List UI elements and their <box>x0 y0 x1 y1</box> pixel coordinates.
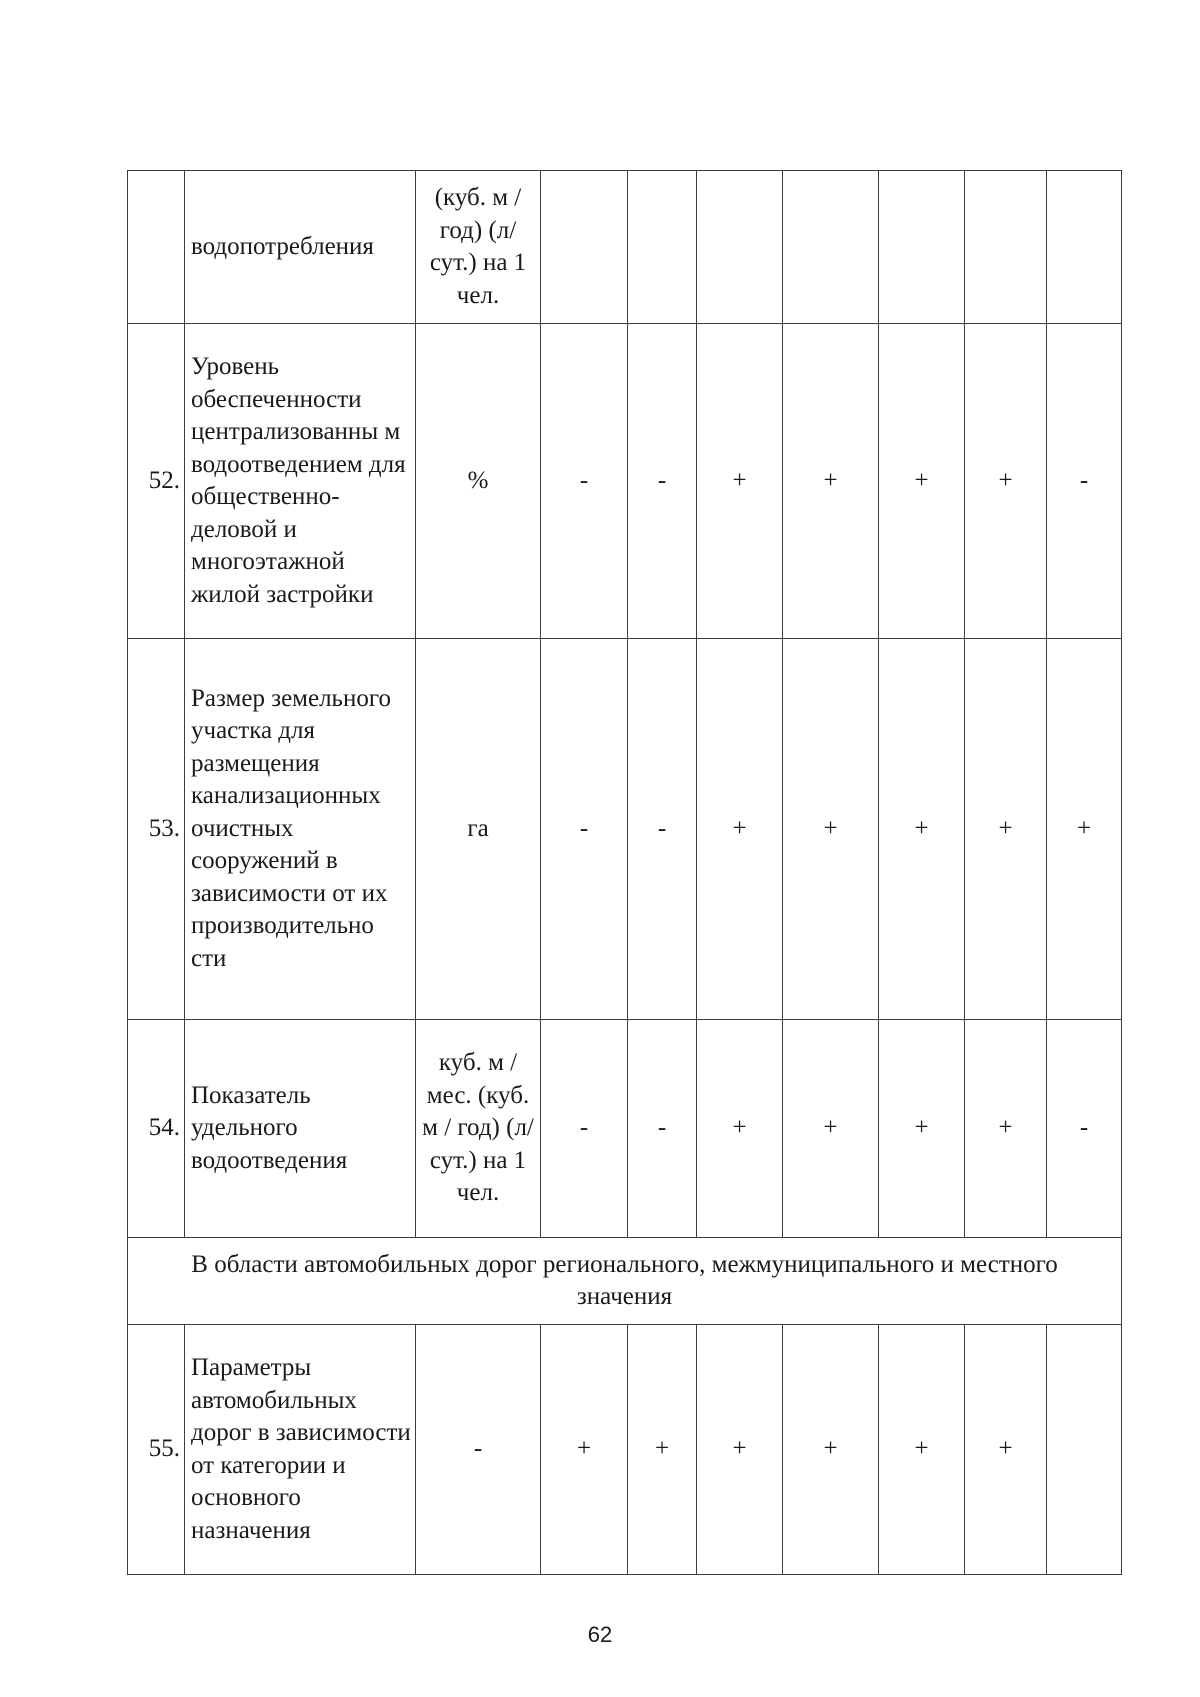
table-row <box>128 324 1122 639</box>
mark-cell <box>1047 1325 1122 1575</box>
mark-cell: + <box>783 1325 879 1575</box>
mark-cell <box>1047 171 1122 324</box>
page-number: 62 <box>587 1622 613 1647</box>
row-number: 54. <box>128 1020 185 1238</box>
table-row <box>128 1020 1122 1238</box>
mark-cell: + <box>783 1020 879 1238</box>
mark-cell: - <box>541 1020 628 1238</box>
mark-cell: + <box>965 639 1047 1020</box>
section-heading-row <box>128 1238 1122 1325</box>
mark-cell: + <box>783 639 879 1020</box>
mark-cell: + <box>541 1325 628 1575</box>
mark-cell: + <box>879 1325 965 1575</box>
unit-cell: га <box>416 639 541 1020</box>
mark-cell: + <box>697 639 783 1020</box>
table-row <box>128 639 1122 1020</box>
unit-cell: (куб. м / год) (л/сут.) на 1 чел. <box>416 171 541 324</box>
unit-cell: - <box>416 1325 541 1575</box>
mark-cell: - <box>541 639 628 1020</box>
section-heading: В области автомобильных дорог регионального, межмуниципального и местного значения <box>128 1238 1122 1325</box>
indicator-name: Показатель удельного водоотведения <box>185 1020 416 1238</box>
mark-cell: + <box>965 324 1047 639</box>
mark-cell <box>965 171 1047 324</box>
mark-cell: + <box>697 1020 783 1238</box>
table-row <box>128 1325 1122 1575</box>
mark-cell: + <box>783 324 879 639</box>
row-number: 52. <box>128 324 185 639</box>
unit-cell: куб. м / мес. (куб. м / год) (л/сут.) на 1 чел. <box>416 1020 541 1238</box>
mark-cell: + <box>965 1325 1047 1575</box>
row-number <box>128 171 185 324</box>
mark-cell <box>697 171 783 324</box>
mark-cell: + <box>697 1325 783 1575</box>
table-row <box>128 171 1122 324</box>
unit-cell: % <box>416 324 541 639</box>
row-number: 55. <box>128 1325 185 1575</box>
mark-cell: - <box>628 324 697 639</box>
mark-cell <box>879 171 965 324</box>
mark-cell <box>541 171 628 324</box>
mark-cell: + <box>965 1020 1047 1238</box>
row-number: 53. <box>128 639 185 1020</box>
mark-cell: - <box>628 1020 697 1238</box>
mark-cell: + <box>879 1020 965 1238</box>
mark-cell: - <box>628 639 697 1020</box>
indicator-name: Параметры автомобильных дорог в зависимости от категории и основного назначения <box>185 1325 416 1575</box>
indicator-name: водопотребления <box>185 171 416 324</box>
mark-cell: + <box>628 1325 697 1575</box>
mark-cell: + <box>879 639 965 1020</box>
mark-cell: + <box>879 324 965 639</box>
mark-cell: - <box>541 324 628 639</box>
mark-cell: + <box>1047 639 1122 1020</box>
requirements-table <box>127 170 1122 1575</box>
mark-cell: - <box>1047 324 1122 639</box>
mark-cell: - <box>1047 1020 1122 1238</box>
mark-cell <box>628 171 697 324</box>
mark-cell <box>783 171 879 324</box>
mark-cell: + <box>697 324 783 639</box>
indicator-name: Размер земельного участка для размещения канализационных очистных сооружений в зависимости от их производительно сти <box>185 639 416 1020</box>
indicator-name: Уровень обеспеченности централизованны м водоотведением для общественно-деловой и многоэтажной жилой застройки <box>185 324 416 639</box>
